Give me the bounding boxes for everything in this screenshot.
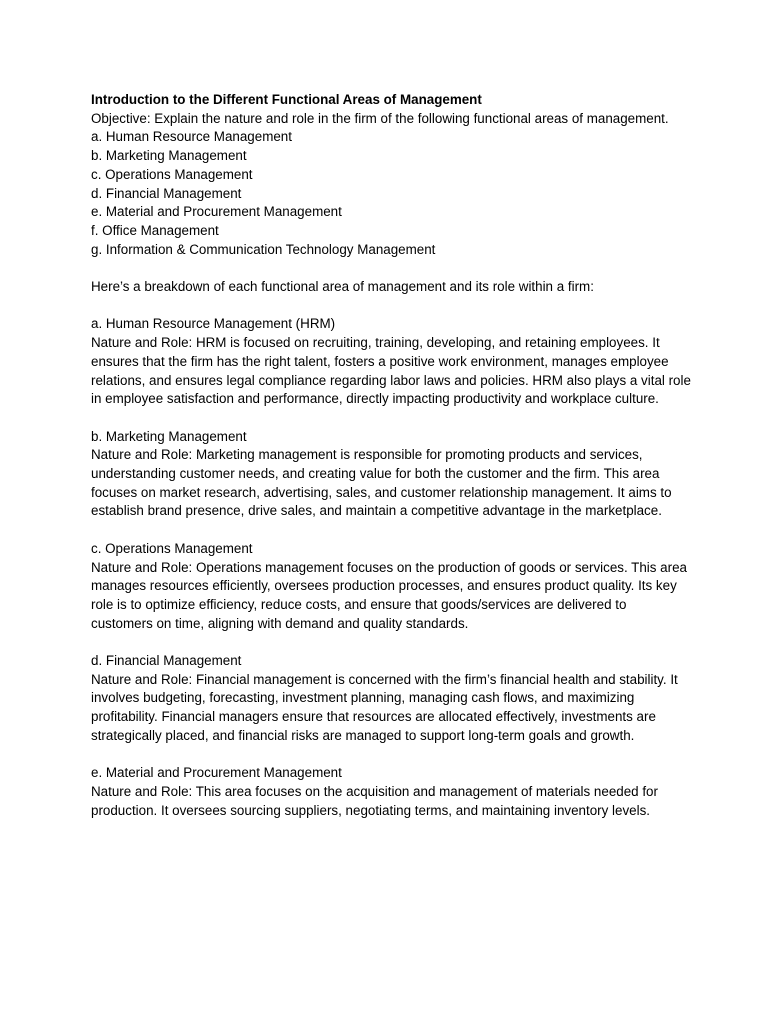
section-body: Nature and Role: HRM is focused on recruiting, training, developing, and retaining employees. It ensures that the firm has the right talent, fosters a positive work environment, manages employee relations, and ensures legal compliance regarding labor laws and policies. HRM also plays a vital role in employee satisfaction and performance, directly impacting productivity and workplace culture. xyxy=(91,335,691,407)
section-heading: d. Financial Management xyxy=(91,653,242,669)
areas-list xyxy=(91,128,691,259)
list-item: g. Information & Communication Technology Management xyxy=(91,241,436,257)
section-body: Nature and Role: Financial management is concerned with the firm’s financial health and stability. It involves budgeting, forecasting, investment planning, managing cash flows, and maximizing profitability. Financial managers ensure that resources are allocated effectively, investments are strategically placed, and financial risks are managed to support long-term goals and growth. xyxy=(91,671,678,743)
list-item: f. Office Management xyxy=(91,222,219,238)
section-financial xyxy=(91,652,691,746)
document-title: Introduction to the Different Functional Areas of Management xyxy=(91,92,482,107)
section-heading: e. Material and Procurement Management xyxy=(91,765,342,781)
list-item: b. Marketing Management xyxy=(91,148,247,164)
spacer xyxy=(91,521,691,540)
section-operations xyxy=(91,540,691,634)
spacer xyxy=(91,633,691,652)
section-marketing xyxy=(91,428,691,522)
section-body: Nature and Role: Operations management focuses on the production of goods or services. This area manages resources efficiently, oversees production processes, and ensures product quality. Its key role is to optimize efficiency, reduce costs, and ensure that goods/services are delivered to customers on time, aligning with demand and quality standards. xyxy=(91,559,687,631)
section-body: Nature and Role: This area focuses on the acquisition and management of materials needed for production. It oversees sourcing suppliers, negotiating terms, and maintaining inventory levels. xyxy=(91,783,658,818)
list-item: a. Human Resource Management xyxy=(91,129,292,145)
intro-text: Here’s a breakdown of each functional area of management and its role within a firm: xyxy=(91,279,594,295)
spacer xyxy=(91,409,691,428)
spacer xyxy=(91,297,691,316)
section-heading: a. Human Resource Management (HRM) xyxy=(91,316,336,332)
section-procurement xyxy=(91,764,691,820)
spacer xyxy=(91,259,691,278)
section-heading: b. Marketing Management xyxy=(91,428,247,444)
list-item: d. Financial Management xyxy=(91,185,242,201)
list-item: c. Operations Management xyxy=(91,166,253,182)
spacer xyxy=(91,746,691,765)
list-item: e. Material and Procurement Management xyxy=(91,204,342,220)
section-hrm xyxy=(91,315,691,409)
document-content xyxy=(91,91,691,820)
objective-text: Objective: Explain the nature and role in the firm of the following functional areas of management. xyxy=(91,110,669,126)
section-heading: c. Operations Management xyxy=(91,540,253,556)
section-body: Nature and Role: Marketing management is responsible for promoting products and services, understanding customer needs, and creating value for both the customer and the firm. This area focuses on market research, advertising, sales, and customer relationship management. It aims to establish brand presence, drive sales, and maintain a competitive advantage in the marketplace. xyxy=(91,447,672,519)
